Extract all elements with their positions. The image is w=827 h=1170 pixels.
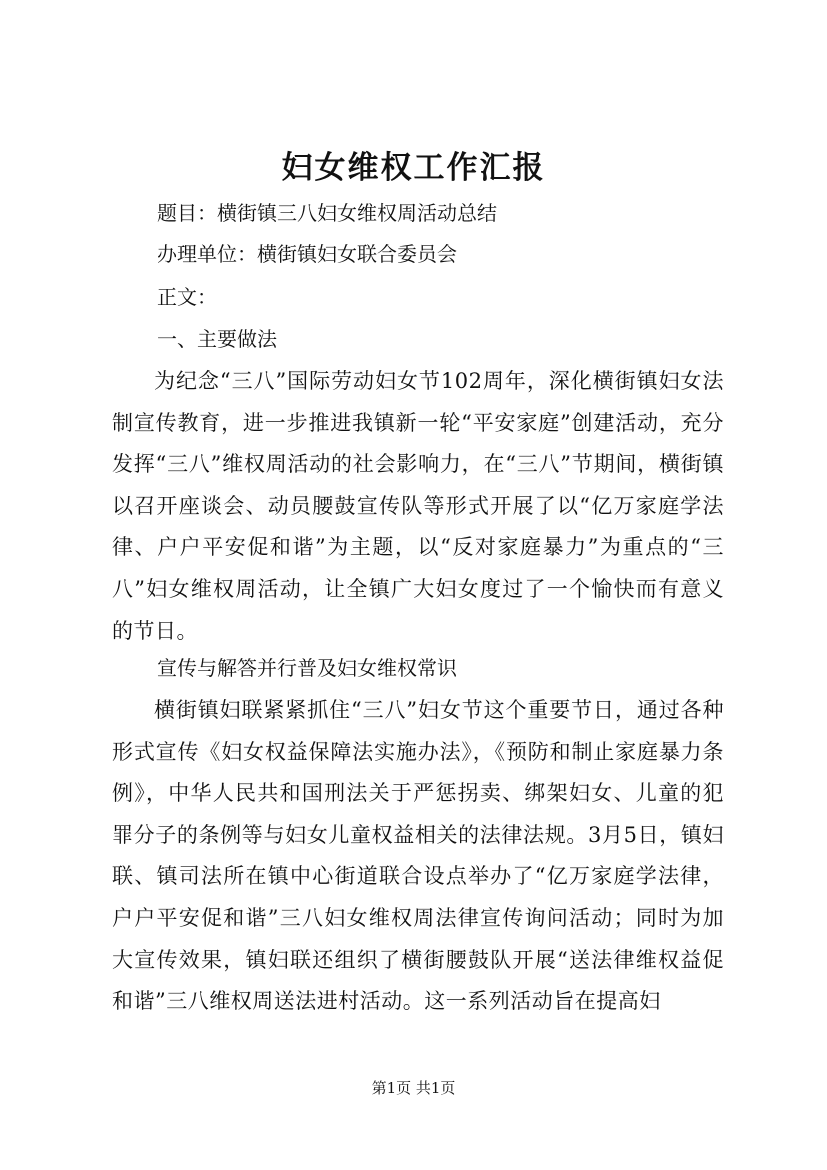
document-title: 妇女维权工作汇报 [281,150,546,186]
page-footer: 第1页 共1页 [371,1079,456,1097]
paragraph-1: 为纪念“三八”国际劳动妇女节102周年，深化横街镇妇女法制宣传教育，进一步推进我镇新一轮“平安家庭”创建活动，充分发挥“三八”维权周活动的社会影响力，在“三八”节期间，横街镇以召开座谈会、动员腰鼓宣传队等形式开展了以“亿万家庭学法律、户户平安促和谐”为主题，以“反对家庭暴力”为重点的“三八”妇女维权周活动，让全镇广大妇女度过了一个愉快而有意义的节日。 [112,369,724,643]
subject-line: 题目：横街镇三八妇女维权周活动总结 [157,201,497,225]
body-label: 正文： [157,285,217,309]
subheading: 宣传与解答并行普及妇女维权常识 [157,656,457,680]
unit-line: 办理单位：横街镇妇女联合委员会 [157,242,457,266]
section-heading: 一、主要做法 [157,327,277,351]
paragraph-2: 横街镇妇联紧紧抓住“三八”妇女节这个重要节日，通过各种形式宣传《妇女权益保障法实施办法》，《预防和制止家庭暴力条例》，中华人民共和国刑法关于严惩拐卖、绑架妇女、儿童的犯罪分子的条例等与妇女儿童权益相关的法律法规。3月5日，镇妇联、镇司法所在镇中心街道联合设点举办了“亿万家庭学法律，户户平安促和谐”三八妇女维权周法律宣传询问活动；同时为加大宣传效果，镇妇联还组织了横街腰鼓队开展“送法律维权益促和谐”三八维权周送法进村活动。这一系列活动旨在提高妇 [112,698,724,1014]
